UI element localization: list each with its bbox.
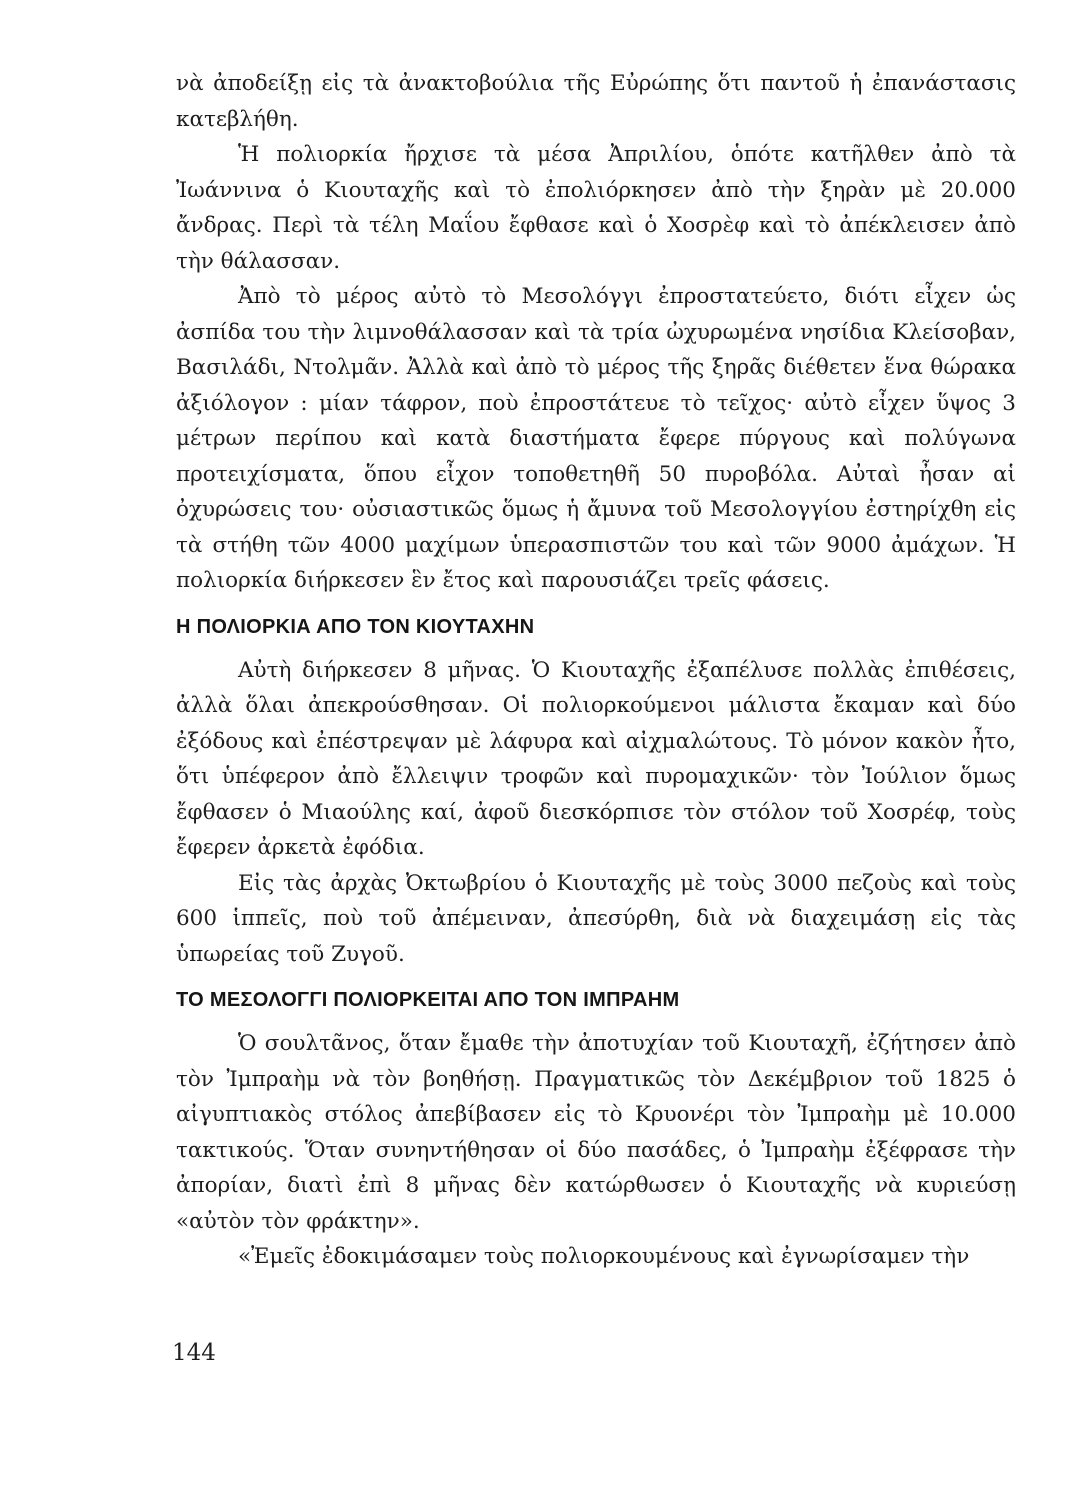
section-heading-kiutahis: Η ΠΟΛΙΟΡΚΙΑ ΑΠΟ ΤΟΝ ΚΙΟΥΤΑΧΗΝ — [176, 615, 535, 638]
paragraph: Ἡ πολιορκία ἤρχισε τὰ μέσα Ἀπριλίου, ὁπότε κατῆλθεν ἀπὸ τὰ Ἰωάννινα ὁ Κιουταχῆς καὶ τὸ ἐπολιόρκησεν ἀπὸ τὴν ξηρὰν μὲ 20.000 ἄνδρας. Περὶ τὰ τέλη Μαΐου ἔφθασε καὶ ὁ Χοσρὲφ καὶ τὸ ἀπέκλεισεν ἀπὸ τὴν θάλασσαν. — [176, 142, 1016, 274]
paragraph: Αὐτὴ διήρκεσεν 8 μῆνας. Ὁ Κιουταχῆς ἐξαπέλυσε πολλὰς ἐπιθέσεις, ἀλλὰ ὅλαι ἀπεκρούσθησαν. Οἱ πολιορκούμενοι μάλιστα ἔκαμαν καὶ δύο ἐξόδους καὶ ἐπέστρεψαν μὲ λάφυρα καὶ αἰχμαλώτους. Τὸ μόνον κακὸν ἦτο, ὅτι ὑπέφερον ἀπὸ ἔλλειψιν τροφῶν καὶ πυρομαχικῶν· τὸν Ἰούλιον ὅμως ἔφθασεν ὁ Μιαούλης καί, ἀφοῦ διεσκόρπισε τὸν στόλον τοῦ Χοσρέφ, τοὺς ἔφερεν ἀρκετὰ ἐφόδια. — [176, 657, 1016, 860]
paragraph: «Ἐμεῖς ἐδοκιμάσαμεν τοὺς πολιορκουμένους καὶ ἐγνωρίσαμεν τὴν — [238, 1244, 970, 1269]
paragraph: Ὁ σουλτᾶνος, ὅταν ἔμαθε τὴν ἀποτυχίαν τοῦ Κιουταχῆ, ἐζήτησεν ἀπὸ τὸν Ἰμπραὴμ νὰ τὸν βοηθήσῃ. Πραγματικῶς τὸν Δεκέμβριον τοῦ 1825 ὁ αἰγυπτιακὸς στόλος ἀπεβίβασεν εἰς τὸ Κρυονέρι τὸν Ἰμπραὴμ μὲ 10.000 τακτικούς. Ὅταν συνηντήθησαν οἱ δύο πασάδες, ὁ Ἰμπραὴμ ἐξέφρασε τὴν ἀπορίαν, διατὶ ἐπὶ 8 μῆνας δὲν κατώρθωσεν ὁ Κιουταχῆς νὰ κυριεύσῃ «αὐτὸν τὸν φράκτην». — [176, 1031, 1016, 1234]
paragraph: νὰ ἀποδείξῃ εἰς τὰ ἀνακτοβούλια τῆς Εὐρώπης ὅτι παντοῦ ἡ ἐπανάστασις κατεβλήθη. — [176, 71, 1016, 132]
section-heading-ibrahim: ΤΟ ΜΕΣΟΛΟΓΓΙ ΠΟΛΙΟΡΚΕΙΤΑΙ ΑΠΟ ΤΟΝ ΙΜΠΡΑΗΜ — [176, 989, 680, 1011]
page-text — [176, 66, 1016, 1275]
page-number: 144 — [172, 1340, 216, 1366]
paragraph: Εἰς τὰς ἀρχὰς Ὀκτωβρίου ὁ Κιουταχῆς μὲ τοὺς 3000 πεζοὺς καὶ τοὺς 600 ἱππεῖς, ποὺ τοῦ ἀπέμειναν, ἀπεσύρθη, διὰ νὰ διαχειμάσῃ εἰς τὰς ὑπωρείας τοῦ Ζυγοῦ. — [176, 870, 1016, 967]
paragraph: Ἀπὸ τὸ μέρος αὐτὸ τὸ Μεσολόγγι ἐπροστατεύετο, διότι εἶχεν ὡς ἀσπίδα του τὴν λιμνοθάλασσαν καὶ τὰ τρία ὠχυρωμένα νησίδια Κλείσοβαν, Βασιλάδι, Ντολμᾶν. Ἀλλὰ καὶ ἀπὸ τὸ μέρος τῆς ξηρᾶς διέθετεν ἕνα θώρακα ἀξιόλογον : μίαν τάφρον, ποὺ ἐπροστάτευε τὸ τεῖχος· αὐτὸ εἶχεν ὕψος 3 μέτρων περίπου καὶ κατὰ διαστήματα ἔφερε πύργους καὶ πολύγωνα προτειχίσματα, ὅπου εἶχον τοποθετηθῆ 50 πυροβόλα. Αὐταὶ ἦσαν αἱ ὀχυρώσεις του· οὐσιαστικῶς ὅμως ἡ ἄμυνα τοῦ Μεσολογγίου ἐστηρίχθη εἰς τὰ στήθη τῶν 4000 μαχίμων ὑπερασπιστῶν του καὶ τῶν 9000 ἀμάχων. Ἡ πολιορκία διήρκεσεν ἓν ἔτος καὶ παρουσιάζει τρεῖς φάσεις. — [176, 284, 1016, 593]
